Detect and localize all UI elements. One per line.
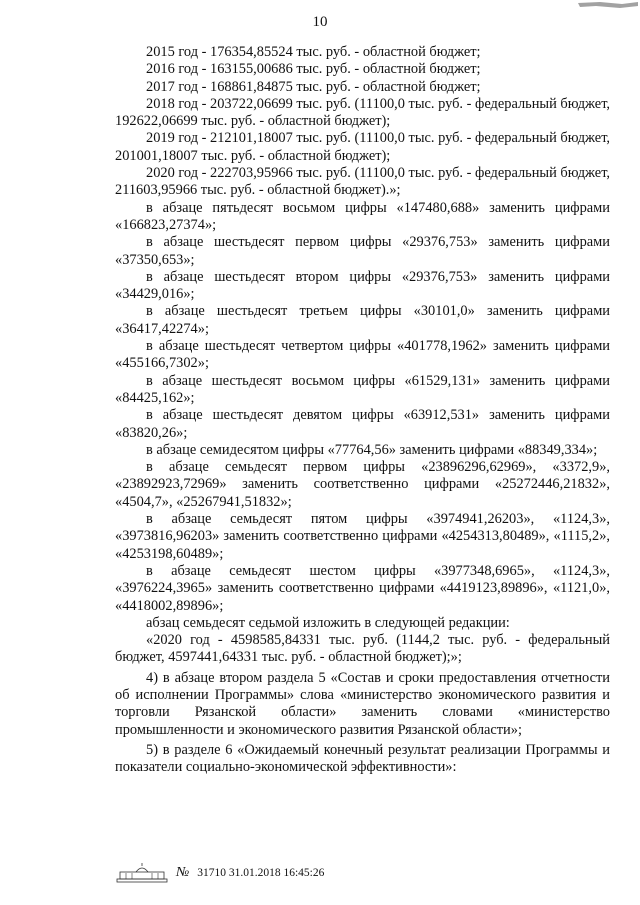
paragraph: в абзаце шестьдесят втором цифры «29376,753» заменить цифрами «34429,016»; xyxy=(115,268,610,303)
paragraph: в абзаце семьдесят первом цифры «23896296,62969», «3372,9», «23892923,72969» заменить соответственно цифрами «25272446,21832», «4504,7», «25267941,51832»; xyxy=(115,459,610,510)
paragraph: «2020 год - 4598585,84331 тыс. руб. (1144,2 тыс. руб. - федеральный бюджет, 4597441,64331 тыс. руб. - областной бюджет);»; xyxy=(115,632,610,666)
registration-number-sign: № xyxy=(176,865,190,880)
paragraph: в абзаце шестьдесят первом цифры «29376,753» заменить цифрами «37350,653»; xyxy=(115,234,610,268)
paragraph: в абзаце шестьдесят четвертом цифры «401778,1962» заменить цифрами «455166,7302»; xyxy=(115,338,610,372)
paragraph: 2015 год - 176354,85524 тыс. руб. - областной бюджет; xyxy=(146,44,481,60)
building-logo-icon xyxy=(116,862,168,884)
registration-stamp: 31710 31.01.2018 16:45:26 xyxy=(197,867,325,879)
paragraph: 2020 год - 222703,95966 тыс. руб. (11100,0 тыс. руб. - федеральный бюджет, 211603,95966 тыс. руб. - областной бюджет).»; xyxy=(115,165,610,199)
paragraph: 5) в разделе 6 «Ожидаемый конечный результат реализации Программы и показатели социально-экономической эффективности»: xyxy=(115,741,610,776)
paragraph: в абзаце пятьдесят восьмом цифры «147480,688» заменить цифрами «166823,27374»; xyxy=(115,199,610,233)
paragraph: абзац семьдесят седьмой изложить в следующей редакции: xyxy=(146,614,510,631)
document-body xyxy=(115,44,610,776)
paragraph: 2017 год - 168861,84875 тыс. руб. - областной бюджет; xyxy=(146,78,481,95)
registration-footer xyxy=(116,861,324,885)
scan-corner-mark xyxy=(570,0,640,12)
paragraph: 2019 год - 212101,18007 тыс. руб. (11100,0 тыс. руб. - федеральный бюджет, 201001,18007 тыс. руб. - областной бюджет); xyxy=(115,130,610,164)
paragraph: в абзаце шестьдесят третьем цифры «30101,0» заменить цифрами «36417,42274»; xyxy=(115,303,610,337)
paragraph: 2016 год - 163155,00686 тыс. руб. - областной бюджет; xyxy=(146,61,481,78)
paragraph: в абзаце шестьдесят девятом цифры «63912,531» заменить цифрами «83820,26»; xyxy=(115,407,610,441)
paragraph: в абзаце семьдесят пятом цифры «3974941,26203», «1124,3», «3973816,96203» заменить соответственно цифрами «4254313,80489», «1115,2», «4253198,60489»; xyxy=(115,511,610,562)
paragraph: 4) в абзаце втором раздела 5 «Состав и сроки предоставления отчетности об исполнении Программы» слова «министерство экономического развития и торговли Рязанской области» заменить словами «министерство промышленности и экономического развития Рязанской области»; xyxy=(115,669,610,738)
paragraph: в абзаце шестьдесят восьмом цифры «61529,131» заменить цифрами «84425,162»; xyxy=(115,372,610,406)
page-number: 10 xyxy=(312,14,328,30)
paragraph: в абзаце семьдесят шестом цифры «3977348,6965», «1124,3», «3976224,3965» заменить соответственно цифрами «4419123,89896», «1121,0», «4418002,89896»; xyxy=(115,562,610,614)
paragraph: в абзаце семидесятом цифры «77764,56» заменить цифрами «88349,334»; xyxy=(146,441,598,458)
paragraph: 2018 год - 203722,06699 тыс. руб. (11100,0 тыс. руб. - федеральный бюджет, 192622,06699 тыс. руб. - областной бюджет); xyxy=(115,95,610,130)
